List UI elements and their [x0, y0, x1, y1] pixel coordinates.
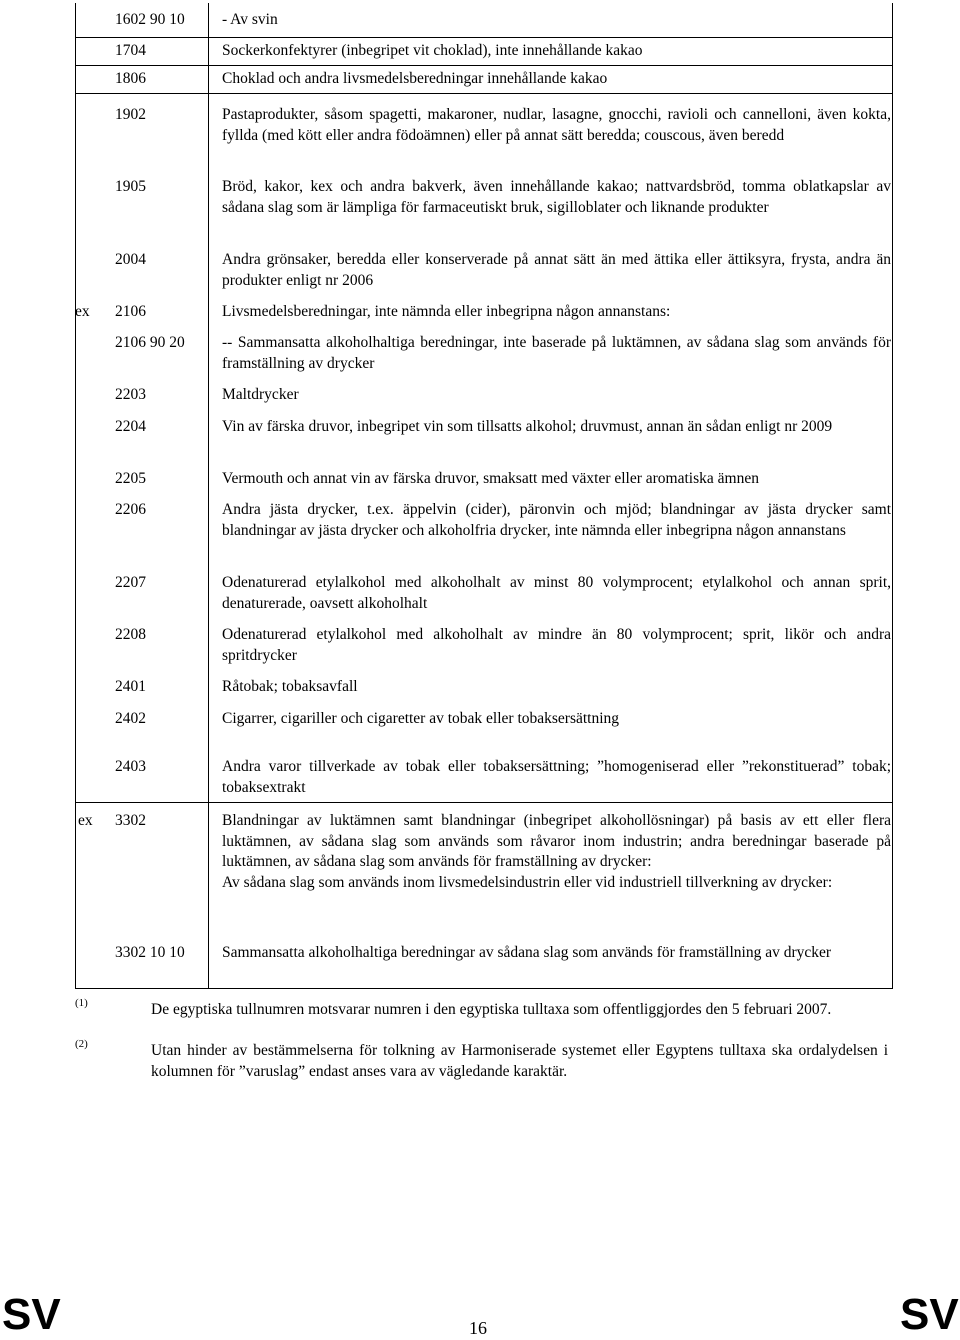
tariff-code: 3302: [115, 812, 146, 829]
tariff-description: [222, 811, 891, 893]
tariff-description: Cigarrer, cigariller och cigaretter av tobak eller tobaksersättning: [222, 710, 620, 727]
row-separator: [75, 65, 893, 66]
tariff-code: 2204: [115, 418, 146, 435]
tariff-code: 2203: [115, 386, 146, 403]
ex-marker: ex: [75, 303, 90, 320]
tariff-description: Andra jästa drycker, t.ex. äppelvin (cider), päronvin och mjöd; blandningar av jästa drycker samt blandningar av jästa drycker och alkoholfria drycker, inte nämnda eller inbegripna någon annanstans: [222, 501, 891, 539]
tariff-description: Bröd, kakor, kex och andra bakverk, även innehållande kakao; nattvardsbröd, tomma oblatkapslar av sådana slag som är lämpliga för farmaceutiskt bruk, sigilloblater och liknande produkter: [222, 178, 891, 216]
tariff-code: 2205: [115, 470, 146, 487]
tariff-code: 2004: [115, 251, 146, 268]
footnote-marker: (2): [75, 1038, 88, 1050]
tariff-code: 2401: [115, 678, 146, 695]
page-number: 16: [469, 1318, 487, 1338]
tariff-code: 3302 10 10: [115, 944, 185, 961]
tariff-code: 2106 90 20: [115, 334, 185, 351]
tariff-code: 2403: [115, 758, 146, 775]
tariff-description: Andra grönsaker, beredda eller konserverade på annat sätt än med ättika eller ättiksyra, frysta, andra än produkter enligt nr 2006: [222, 251, 891, 289]
tariff-code: 1902: [115, 106, 146, 123]
tariff-code: 2402: [115, 710, 146, 727]
table-bottom-border: [75, 988, 893, 989]
tariff-description: Maltdrycker: [222, 386, 299, 403]
tariff-code: 1602 90 10: [115, 11, 185, 28]
row-separator: [75, 802, 893, 803]
tariff-description: Sockerkonfektyrer (inbegripet vit choklad), inte innehållande kakao: [222, 42, 643, 59]
tariff-description: Odenaturerad etylalkohol med alkoholhalt av minst 80 volymprocent; etylalkohol och annan sprit, denaturerade, oavsett alkoholhalt: [222, 574, 891, 612]
tariff-description: Odenaturerad etylalkohol med alkoholhalt av mindre än 80 volymprocent; sprit, likör och andra spritdrycker: [222, 626, 891, 664]
tariff-code: 2206: [115, 501, 146, 518]
tariff-description: Livsmedelsberedningar, inte nämnda eller inbegripna någon annanstans:: [222, 303, 671, 320]
tariff-code: 2207: [115, 574, 146, 591]
footnote-text: Utan hinder av bestämmelserna för tolkning av Harmoniserade systemet eller Egyptens tulltaxa ska ordalydelsen i kolumnen för ”varuslag” endast anses vara av vägledande karaktär.: [151, 1042, 888, 1080]
language-code-left: SV: [2, 1290, 61, 1339]
tariff-code: 2106: [115, 303, 146, 320]
tariff-code: 2208: [115, 626, 146, 643]
column-divider: [208, 3, 209, 989]
tariff-code: 1806: [115, 70, 146, 87]
tariff-description: Råtobak; tobaksavfall: [222, 678, 358, 695]
footnote-marker: (1): [75, 997, 88, 1009]
footnote-text: De egyptiska tullnumren motsvarar numren i den egyptiska tulltaxa som offentliggjordes den 5 februari 2007.: [151, 1001, 832, 1018]
tariff-description: Choklad och andra livsmedelsberedningar innehållande kakao: [222, 70, 608, 87]
tariff-description-part: Blandningar av luktämnen samt blandningar (inbegripet alkohollösningar) på basis av ett eller flera luktämnen, av sådana slag som används som råvaror inom industrin; andra beredningar baserade på luktämnen, av sådana slag som används för framställning av drycker:: [222, 812, 891, 870]
tariff-description: Vin av färska druvor, inbegripet vin som tillsatts alkohol; druvmust, annan än sådan enligt nr 2009: [222, 418, 833, 435]
tariff-code: 1704: [115, 42, 146, 59]
tariff-code: 1905: [115, 178, 146, 195]
row-separator: [75, 93, 893, 94]
ex-marker: ex: [78, 812, 93, 829]
tariff-description-part: Av sådana slag som används inom livsmedelsindustrin eller vid industriell tillverkning av drycker:: [222, 873, 833, 891]
language-code-right: SV: [900, 1290, 959, 1339]
tariff-description: Andra varor tillverkade av tobak eller tobaksersättning; ”homogeniserad eller ”rekonstituerad” tobak; tobaksextrakt: [222, 758, 891, 796]
tariff-description: Sammansatta alkoholhaltiga beredningar av sådana slag som används för framställning av drycker: [222, 944, 832, 961]
tariff-description: Pastaprodukter, såsom spagetti, makaroner, nudlar, lasagne, gnocchi, ravioli och cannelloni, även kokta, fyllda (med kött eller andra födoämnen) eller på annat sätt beredda; couscous, även beredd: [222, 106, 891, 144]
tariff-description: -- Sammansatta alkoholhaltiga beredningar, inte baserade på luktämnen, av sådana slag som används för framställning av drycker: [222, 334, 891, 372]
tariff-description: Vermouth och annat vin av färska druvor, smaksatt med växter eller aromatiska ämnen: [222, 470, 759, 487]
row-separator: [75, 37, 893, 38]
tariff-description: - Av svin: [222, 11, 278, 28]
